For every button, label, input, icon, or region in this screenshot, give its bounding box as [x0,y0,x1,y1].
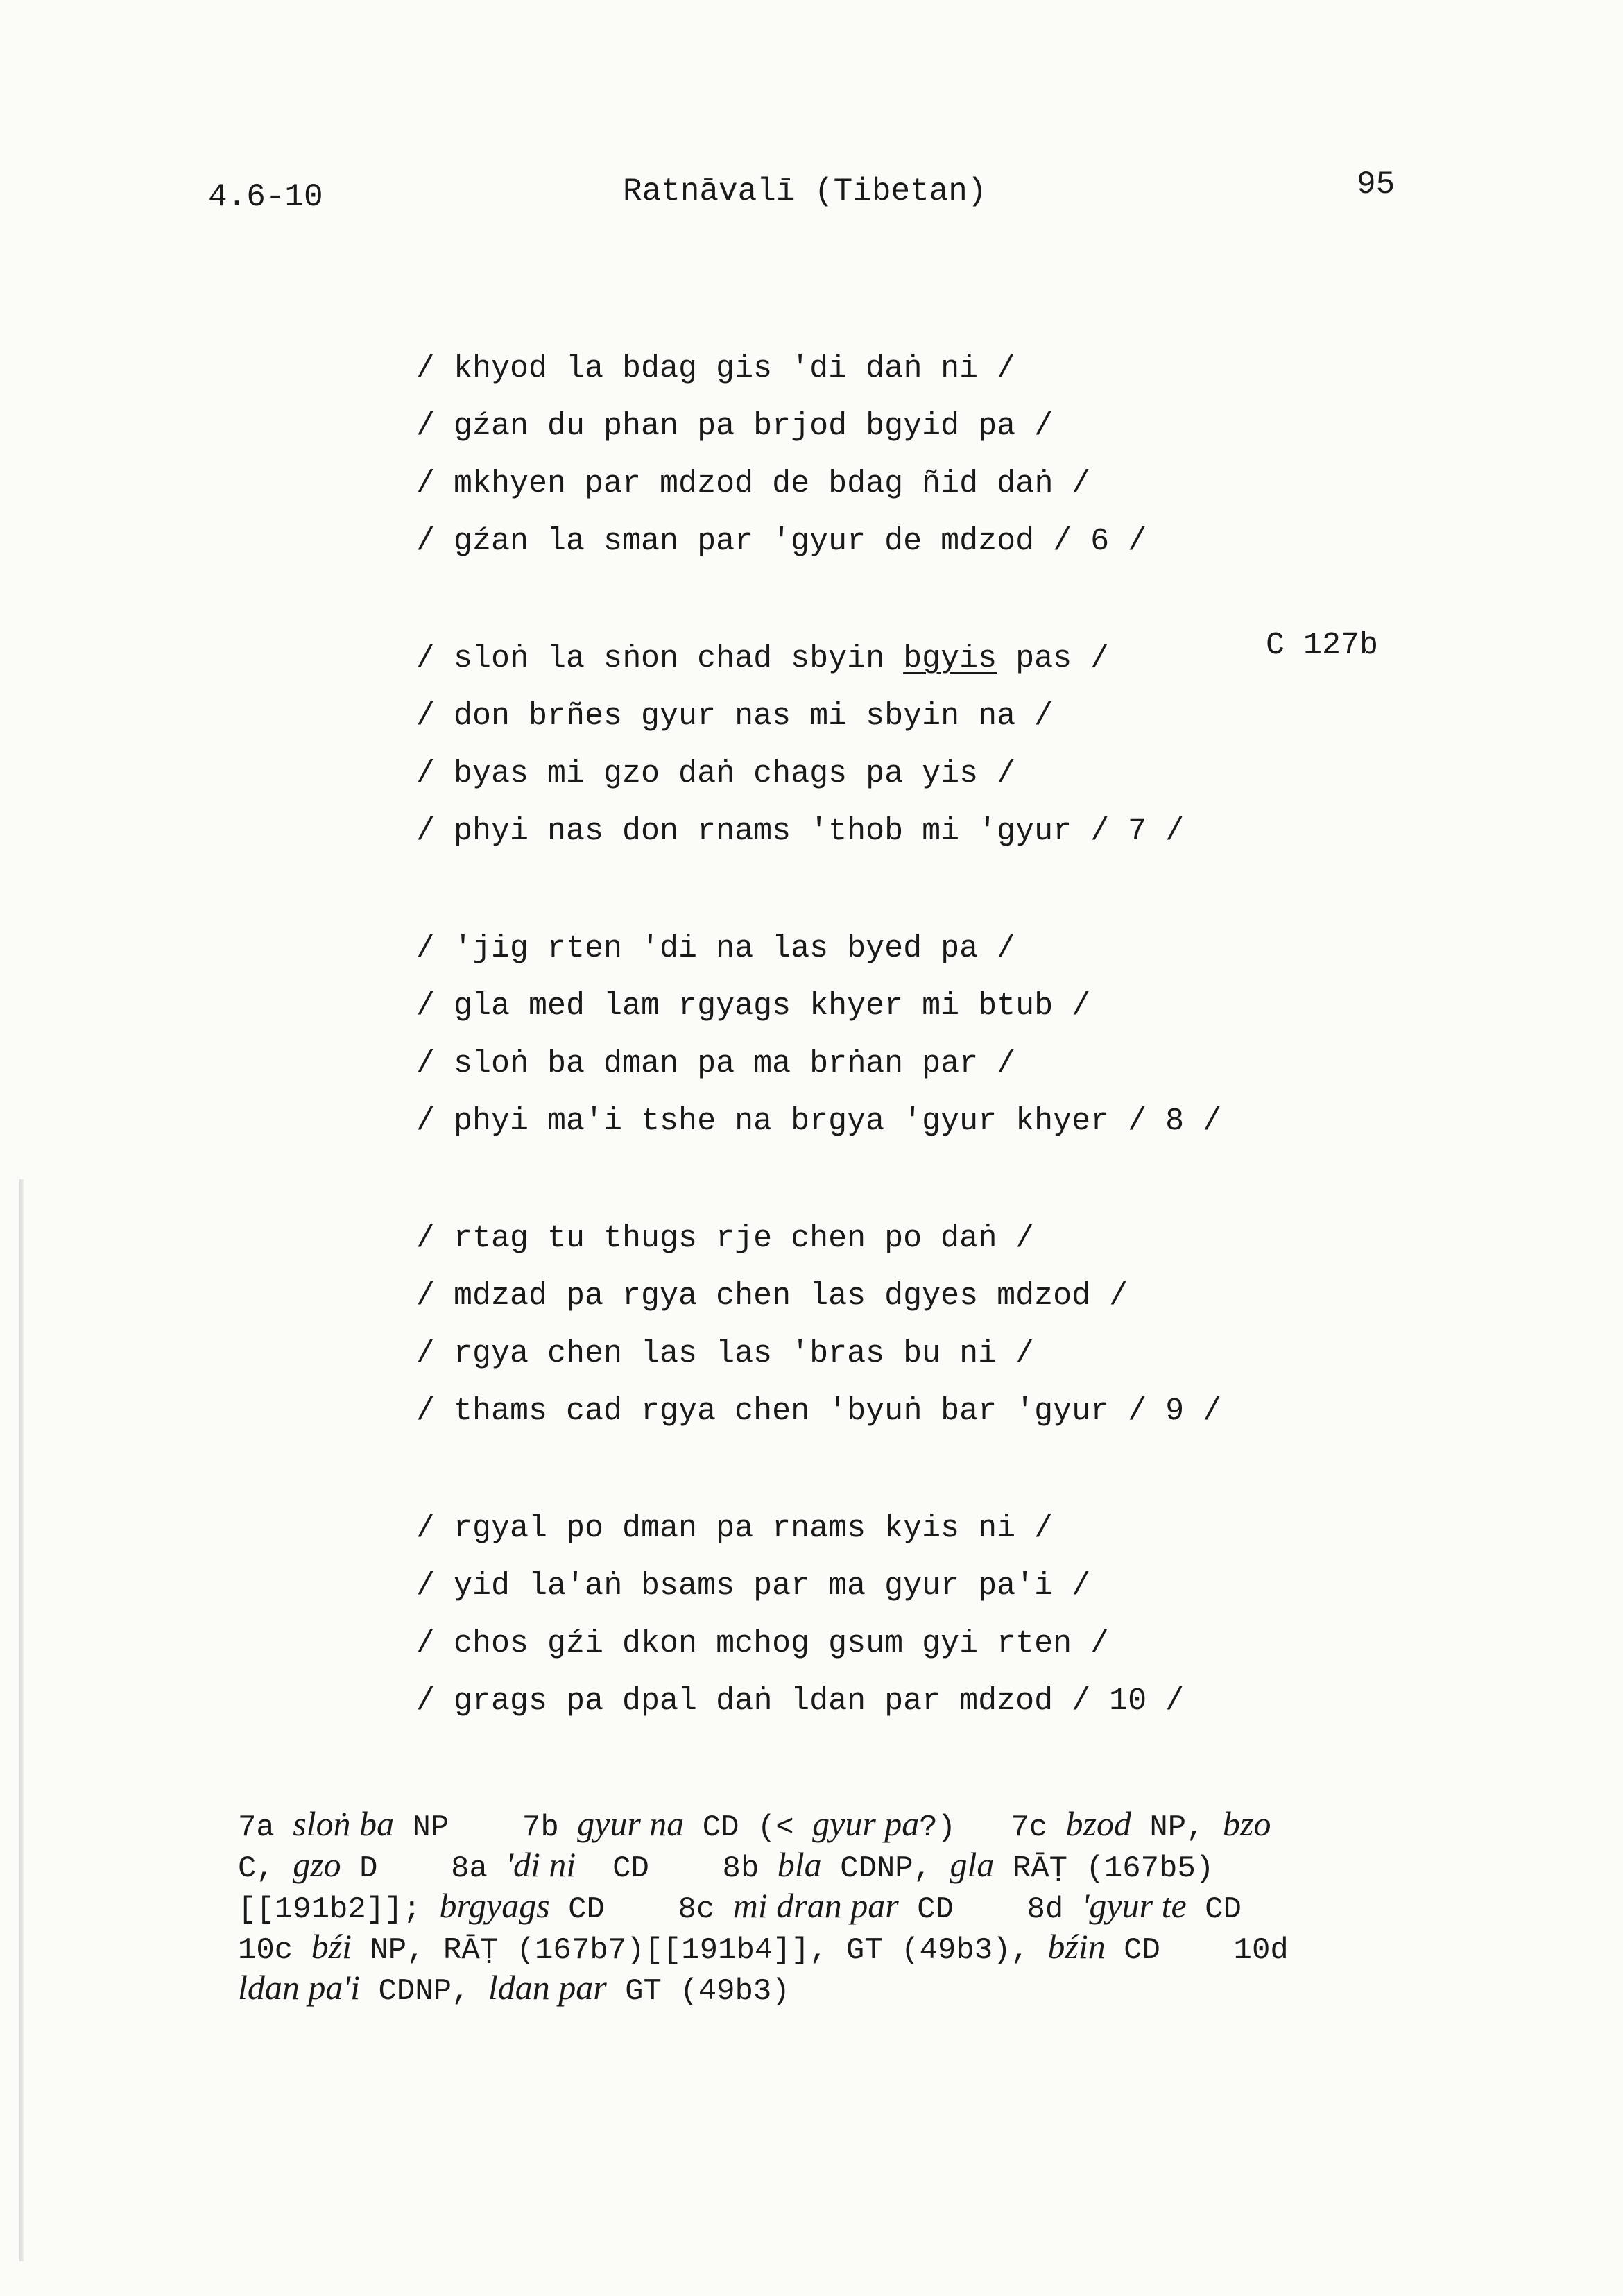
verse-line-underlined [416,630,1457,687]
page-number: 95 [1357,166,1396,203]
note-line [238,1885,1417,1926]
critical-apparatus-notes [238,1804,1417,2008]
note-variant-reading: bzo [1223,1804,1271,1843]
verse-text-after: pas / [997,641,1110,676]
verse-line: / gźan du phan pa brjod bgyid pa / [416,409,1054,444]
note-variant-reading: sloṅ ba [293,1804,395,1843]
note-text: GT (49b3) [606,1974,790,2009]
marginal-folio-note: C 127b [1266,628,1379,663]
verse-line: / gźan la sman par 'gyur de mdzod / 6 / [416,524,1147,559]
verse-line: / phyi nas don rnams 'thob mi 'gyur / 7 / [416,814,1185,849]
note-text: CD 8d [898,1892,1082,1927]
note-line [238,1804,1417,1844]
note-text: CD (< [684,1810,813,1845]
note-text: CD 8c [549,1892,733,1927]
verse-line: / chos gźi dkon mchog gsum gyi rten / [416,1626,1110,1661]
note-text: NP, RĀṬ (167b7)[[191b4]], GT (49b3), [351,1933,1048,1968]
verse-text-before: / sloṅ la sṅon chad sbyin [416,641,904,676]
note-variant-reading: bzod [1065,1804,1131,1843]
verse-line: / yid la'aṅ bsams par ma gyur pa'i / [416,1568,1091,1604]
stanza-10 [416,1500,1457,1730]
note-text: 7a [238,1810,293,1845]
note-variant-reading: gyur pa [812,1804,920,1843]
verse-line: / thams cad rgya chen 'byuṅ bar 'gyur / 9 / [416,1394,1222,1429]
note-text: CD 10d [1105,1933,1289,1968]
note-text: [[191b2]]; [238,1892,440,1927]
verse-line: / byas mi gzo daṅ chags pa yis / [416,756,1016,791]
note-text: ?) 7c [919,1810,1066,1845]
note-variant-reading: ldan par [488,1968,607,2007]
verse-line: / mkhyen par mdzod de bdag ñid daṅ / [416,466,1091,502]
note-variant-reading: ldan pa'i [238,1968,360,2007]
note-variant-reading: 'gyur te [1081,1886,1187,1925]
note-variant-reading: gzo [293,1845,341,1884]
note-text: 10c [238,1933,311,1968]
verse-line: / rgya chen las las 'bras bu ni / [416,1336,1035,1371]
note-text: CD 8b [576,1851,778,1886]
underlined-word: bgyis [903,641,997,676]
note-line [238,1926,1417,1967]
verse-block [416,340,1457,1790]
scan-edge-shadow [19,1179,24,2261]
stanza-7 [416,630,1457,860]
verse-line: / gla med lam rgyags khyer mi btub / [416,988,1091,1024]
note-variant-reading: mi dran par [732,1886,899,1925]
note-text: C, [238,1851,293,1886]
note-variant-reading: 'di ni [506,1845,576,1884]
verse-line: / don brñes gyur nas mi sbyin na / [416,699,1054,734]
stanza-6 [416,340,1457,570]
note-text: NP, [1131,1810,1223,1845]
page-header [0,166,1623,222]
note-line [238,1844,1417,1885]
note-text: RĀṬ (167b5) [994,1851,1214,1886]
note-variant-reading: bla [777,1845,822,1884]
note-variant-reading: brgyags [439,1886,550,1925]
verse-line: / mdzad pa rgya chen las dgyes mdzod / [416,1278,1128,1314]
note-variant-reading: gla [950,1845,995,1884]
verse-line: / 'jig rten 'di na las byed pa / [416,931,1016,966]
verse-line: / khyod la bdag gis 'di daṅ ni / [416,351,1016,386]
note-line [238,1967,1417,2008]
note-text: CDNP, [821,1851,950,1886]
verse-line: / sloṅ ba dman pa ma brṅan par / [416,1046,1016,1081]
note-variant-reading: bźin [1047,1927,1106,1966]
verse-line: / rgyal po dman pa rnams kyis ni / [416,1511,1054,1546]
note-variant-reading: gyur na [577,1804,685,1843]
verse-line: / phyi ma'i tshe na brgya 'gyur khyer / 8 / [416,1104,1222,1139]
note-variant-reading: bźi [311,1927,352,1966]
verse-line: / grags pa dpal daṅ ldan par mdzod / 10 / [416,1684,1185,1719]
page-title: Ratnāvalī (Tibetan) [623,173,987,209]
stanza-9 [416,1210,1457,1440]
note-text: CD [1186,1892,1242,1927]
verse-line: / rtag tu thugs rje chen po daṅ / [416,1221,1035,1256]
note-text: D 8a [341,1851,506,1886]
section-number: 4.6-10 [208,179,323,215]
note-text: NP 7b [394,1810,578,1845]
stanza-8 [416,920,1457,1150]
note-text: CDNP, [359,1974,488,2009]
